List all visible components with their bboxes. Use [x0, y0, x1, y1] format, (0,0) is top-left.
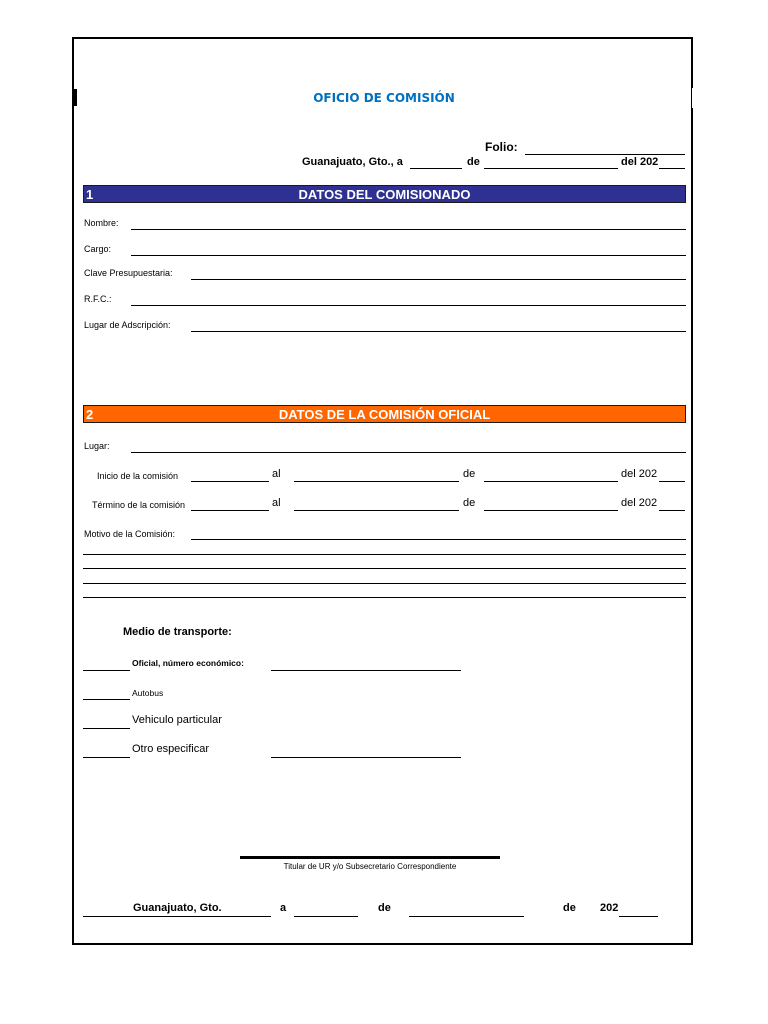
nombre-field[interactable]: [131, 229, 686, 230]
transport-heading: Medio de transporte:: [123, 626, 232, 638]
lugar-adscripcion-label: Lugar de Adscripción:: [84, 320, 171, 330]
footer-city-line[interactable]: [83, 916, 271, 917]
header-day-field[interactable]: [410, 168, 462, 169]
section2-title: DATOS DE LA COMISIÓN OFICIAL: [278, 407, 491, 422]
folio-label: Folio:: [485, 140, 518, 154]
nombre-label: Nombre:: [84, 218, 119, 228]
footer-day-field[interactable]: [294, 916, 358, 917]
clave-label: Clave Presupuestaria:: [84, 268, 173, 278]
header-year-field[interactable]: [659, 168, 685, 169]
lugar-adscripcion-field[interactable]: [191, 331, 686, 332]
motivo-field-4[interactable]: [83, 583, 686, 584]
document-title: OFICIO DE COMISIÓN: [313, 91, 455, 105]
section2-header: [83, 405, 686, 423]
termino-al-label: al: [272, 497, 281, 509]
otro-field[interactable]: [271, 757, 461, 758]
termino-label: Término de la comisión: [92, 500, 186, 510]
footer-de2-label: de: [563, 902, 576, 914]
footer-year-label: 202: [600, 902, 619, 914]
cargo-label: Cargo:: [84, 244, 112, 254]
header-de-label: de: [467, 156, 480, 168]
cargo-field[interactable]: [131, 255, 686, 256]
section1-title: DATOS DEL COMISIONADO: [298, 187, 471, 202]
signature-caption: Titular de UR y/o Subsecretario Correspondiente: [283, 862, 457, 871]
rfc-label: R.F.C.:: [84, 294, 112, 304]
inicio-to-field[interactable]: [294, 481, 459, 482]
footer-de1-label: de: [378, 902, 391, 914]
otro-label: Otro especificar: [132, 743, 210, 755]
signature-line[interactable]: [240, 856, 500, 859]
inicio-day-field[interactable]: [191, 481, 269, 482]
particular-label: Vehiculo particular: [132, 714, 222, 726]
termino-day-field[interactable]: [191, 510, 269, 511]
termino-del-label: del 202: [621, 497, 658, 509]
inicio-de-label: de: [463, 468, 476, 480]
motivo-field-2[interactable]: [83, 554, 686, 555]
header-city-label: Guanajuato, Gto., a: [302, 156, 403, 168]
section1-number: 1: [86, 187, 94, 202]
inicio-label: Inicio de la comisión: [97, 471, 179, 481]
particular-check[interactable]: [83, 728, 130, 729]
motivo-label: Motivo de la Comisión:: [84, 529, 176, 539]
termino-year-field[interactable]: [659, 510, 685, 511]
inicio-month-field[interactable]: [484, 481, 618, 482]
otro-check[interactable]: [83, 757, 130, 758]
autobus-check[interactable]: [83, 699, 130, 700]
motivo-field-5[interactable]: [83, 597, 686, 598]
termino-month-field[interactable]: [484, 510, 618, 511]
inicio-del-label: del 202: [621, 468, 658, 480]
termino-de-label: de: [463, 497, 476, 509]
section1-header: [83, 185, 686, 203]
footer-city: Guanajuato, Gto.: [133, 902, 222, 914]
lugar-field[interactable]: [131, 452, 686, 453]
header-year-label: del 202: [621, 156, 659, 168]
termino-to-field[interactable]: [294, 510, 459, 511]
clave-field[interactable]: [191, 279, 686, 280]
document-frame: [72, 37, 693, 945]
motivo-field-3[interactable]: [83, 568, 686, 569]
oficial-number-field[interactable]: [271, 670, 461, 671]
motivo-field-1[interactable]: [191, 539, 686, 540]
footer-month-field[interactable]: [409, 916, 524, 917]
rfc-field[interactable]: [131, 305, 686, 306]
folio-field[interactable]: [525, 154, 685, 155]
autobus-label: Autobus: [132, 688, 164, 698]
oficial-check[interactable]: [83, 670, 130, 671]
inicio-year-field[interactable]: [659, 481, 685, 482]
footer-a-label: a: [280, 902, 287, 914]
oficial-label: Oficial, número económico:: [132, 658, 244, 668]
footer-year-field[interactable]: [619, 916, 658, 917]
section2-number: 2: [86, 407, 94, 422]
lugar-label: Lugar:: [84, 441, 110, 451]
header-month-field[interactable]: [484, 168, 618, 169]
inicio-al-label: al: [272, 468, 281, 480]
